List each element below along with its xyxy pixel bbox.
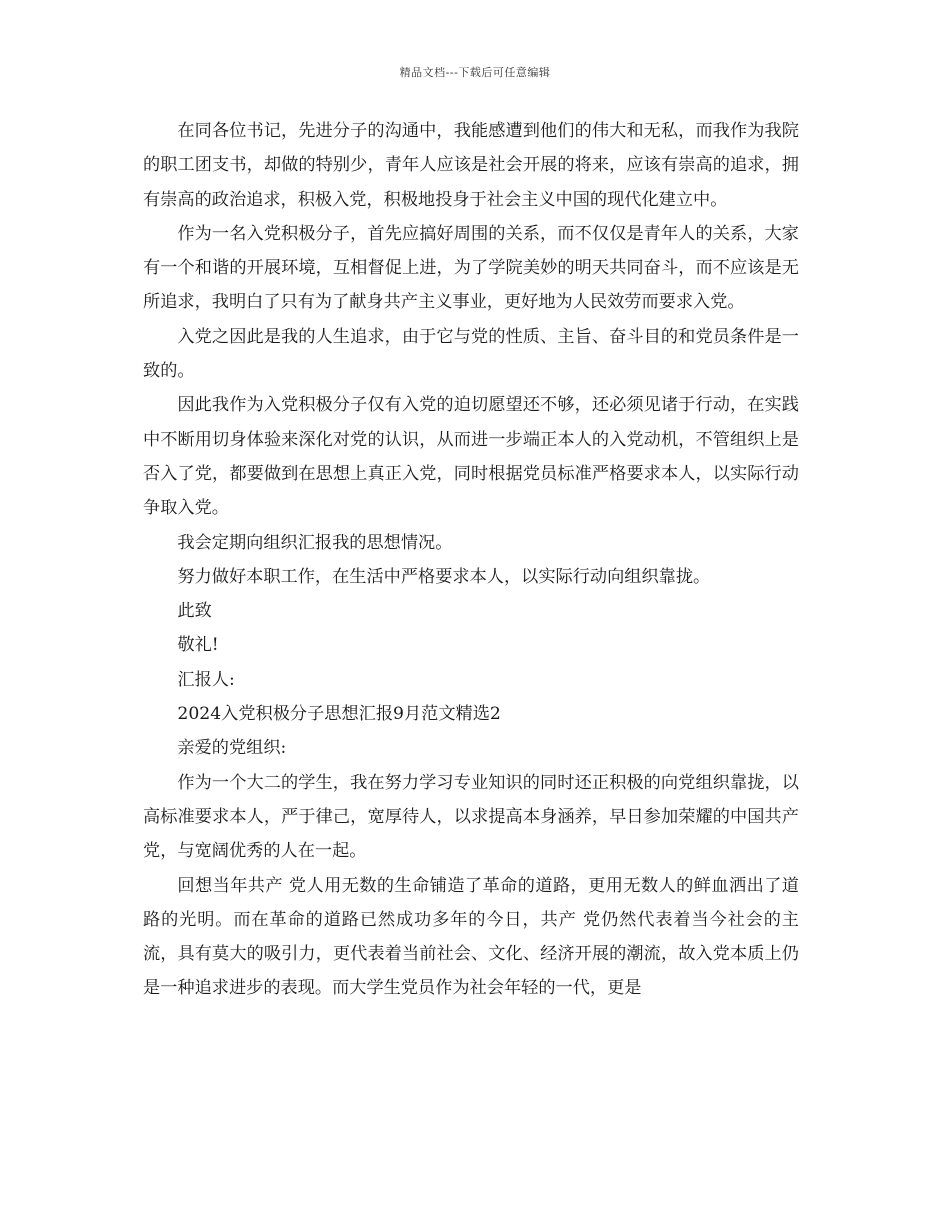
reporter-label: 汇报人: (177, 669, 235, 690)
paragraph: 因此我作为入党积极分子仅有入党的迫切愿望还不够，还必须见诸于行动，在实践中不断用切身体验来深化对党的认识，从而进一步端正本人的入党动机，不管组织上是否入了党，都要做到在思想上真正入党，同时根据党员标准严格要求本人，以实际行动争取入党。 (143, 395, 799, 519)
paragraph: 作为一个大二的学生，我在努力学习专业知识的同时还正积极的向党组织靠拢，以高标准要求本人，严于律己，宽厚待人，以求提高本身涵养，早日参加荣耀的中国共产 党，与宽阔优秀的人在一起。 (143, 772, 799, 862)
greeting: 亲爱的党组织: (177, 738, 287, 759)
closing-respect: 敬礼! (177, 635, 219, 656)
paragraph: 努力做好本职工作，在生活中严格要求本人，以实际行动向组织靠拢。 (177, 566, 711, 587)
paragraph: 入党之因此是我的人生追求，由于它与党的性质、主旨、奋斗目的和党员条件是一致的。 (143, 326, 799, 382)
paragraph: 我会定期向组织汇报我的思想情况。 (177, 532, 453, 553)
paragraph: 回想当年共产 党人用无数的生命铺造了革命的道路，更用无数人的鲜血洒出了道路的光明。而在革命的道路已然成功多年的今日，共产 党仍然代表着当今社会的主流，具有莫大的吸引力，更代表着当前社会、文化、经济开展的潮流，故入党本质上仍是一种追求进步的表现。而大学生党员作为社会年轻的一代，更是 (143, 875, 799, 999)
document-body (143, 114, 799, 1006)
section-title: 2024入党积极分子思想汇报9月范文精选2 (177, 704, 501, 725)
closing-salutation: 此致 (177, 601, 212, 622)
paragraph: 在同各位书记，先进分子的沟通中，我能感遭到他们的伟大和无私，而我作为我院的职工团支书，却做的特别少，青年人应该是社会开展的将来，应该有崇高的追求，拥有崇高的政治追求，积极入党，积极地投身于社会主义中国的现代化建立中。 (143, 121, 799, 210)
paragraph: 作为一名入党积极分子，首先应搞好周围的关系，而不仅仅是青年人的关系，大家有一个和谐的开展环境，互相督促上进，为了学院美妙的明天共同奋斗，而不应该是无所追求，我明白了只有为了献身共产主义事业，更好地为人民效劳而要求入党。 (143, 223, 799, 313)
page-header: 精品文档---下载后可任意编辑 (399, 66, 551, 79)
